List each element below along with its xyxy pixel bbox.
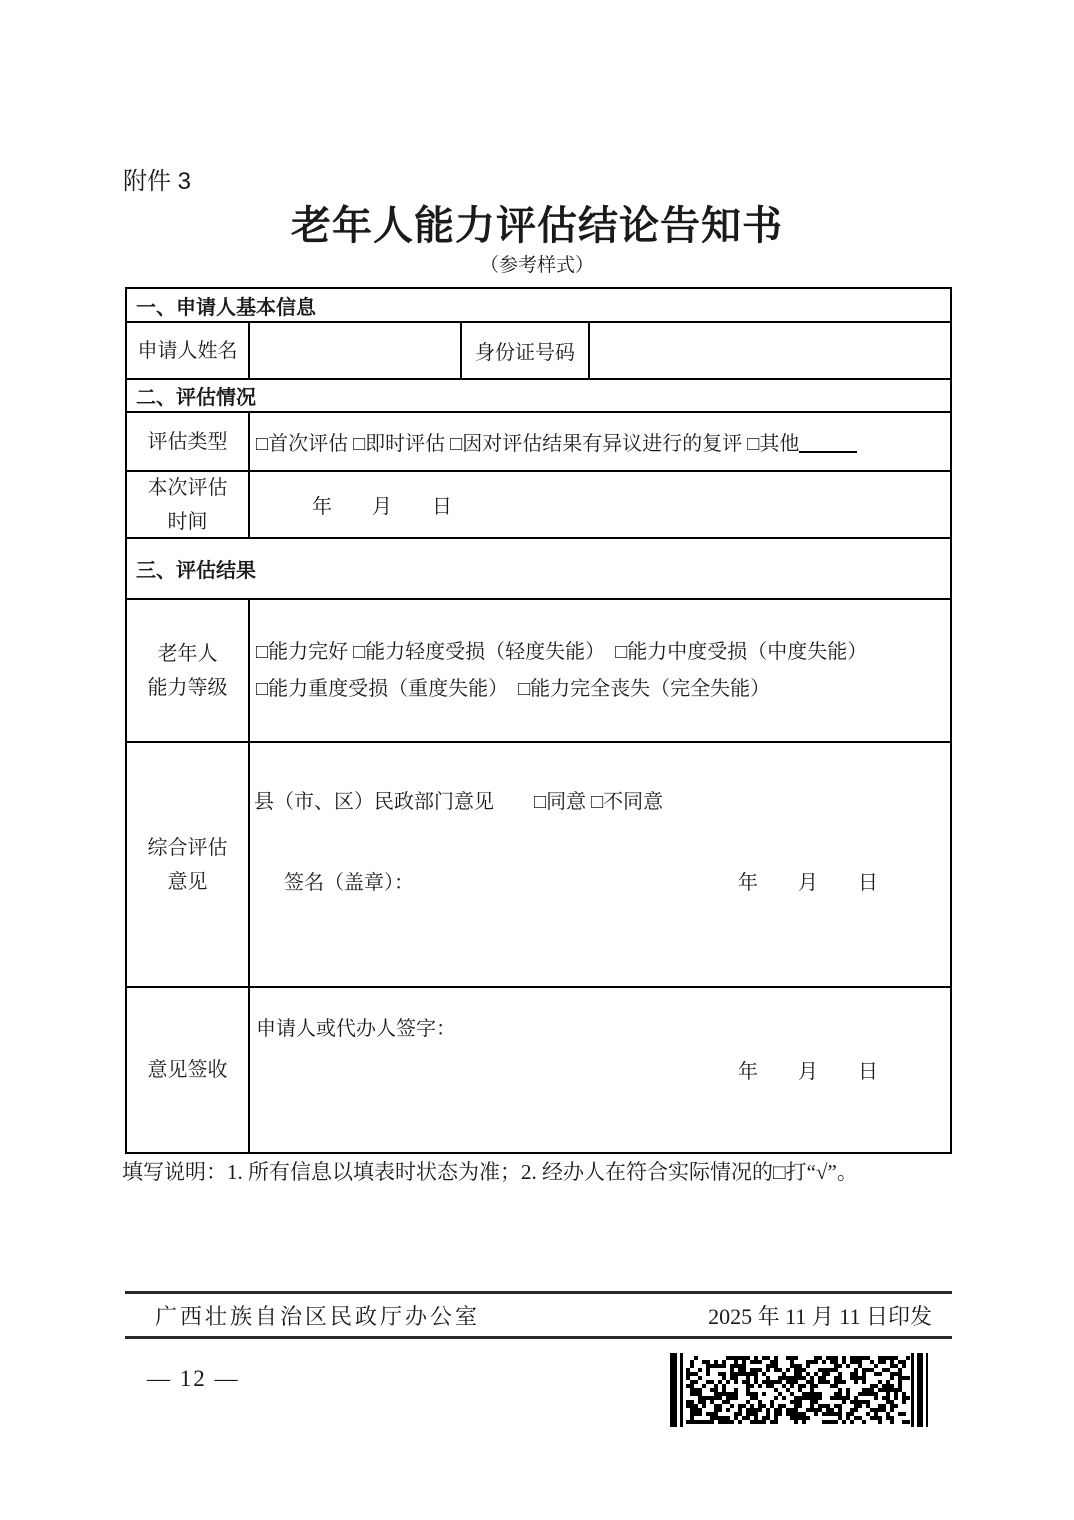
attachment-number: 附件 3 <box>123 168 192 195</box>
assessment-time-row <box>127 470 950 537</box>
assessment-type-options <box>250 413 950 470</box>
opinion-receipt-row <box>127 986 950 1152</box>
section-header-applicant-info <box>127 289 950 321</box>
assessment-form-table <box>125 287 952 1154</box>
footer-bottom-rule <box>125 1336 952 1339</box>
print-date: 2025 年 11 月 11 日印发 <box>708 1303 932 1329</box>
assessment-type-row <box>127 411 950 470</box>
comprehensive-opinion-content <box>250 743 950 986</box>
ability-level-label: 老年人 能力等级 <box>127 600 250 741</box>
opinion-receipt-label: 意见签收 <box>127 988 250 1152</box>
civil-affairs-opinion-line: 县（市、区）民政部门意见 □同意 □不同意 <box>254 791 664 813</box>
ability-options-line1: □能力完好 □能力轻度受损（轻度失能） □能力中度受损（中度失能） <box>256 640 868 663</box>
footer-top-rule <box>125 1291 952 1294</box>
ability-level-options <box>250 600 950 741</box>
page-number: — 12 — <box>147 1366 240 1391</box>
issuing-office: 广西壮族自治区民政厅办公室 <box>155 1303 481 1329</box>
document-subtitle: （参考样式） <box>479 255 594 276</box>
id-number-field <box>590 323 950 378</box>
section-header-assessment-situation <box>127 378 950 411</box>
applicant-info-row <box>127 321 950 378</box>
ability-options-line2: □能力重度受损（重度失能） □能力完全丧失（完全失能） <box>256 677 771 700</box>
section1-title: 一、申请人基本信息 <box>136 296 316 319</box>
assessment-type-checkbox-options: □首次评估 □即时评估 □因对评估结果有异议进行的复评 □其他 <box>256 433 800 455</box>
comprehensive-opinion-label: 综合评估 意见 <box>127 743 250 986</box>
document-title: 老年人能力评估结论告知书 <box>291 203 783 248</box>
applicant-name-field <box>250 323 462 378</box>
opinion-receipt-content <box>250 988 950 1152</box>
applicant-name-label: 申请人姓名 <box>127 323 250 378</box>
comprehensive-opinion-row <box>127 741 950 986</box>
signature-line <box>250 866 950 895</box>
fill-instructions: 填写说明：1. 所有信息以填表时状态为准；2. 经办人在符合实际情况的□打“√”。 <box>122 1160 858 1184</box>
signature-label: 签名（盖章）： <box>284 872 414 894</box>
section3-title: 三、评估结果 <box>136 560 256 582</box>
signature-date-placeholder: 年 月 日 <box>738 872 878 894</box>
other-fill-in-line <box>799 431 857 453</box>
assessment-time-label: 本次评估 时间 <box>127 472 250 537</box>
id-number-label: 身份证号码 <box>462 323 590 378</box>
section-header-assessment-result <box>127 537 950 598</box>
ability-level-row <box>127 598 950 741</box>
assessment-time-field <box>250 472 950 537</box>
footer-issuer-row <box>125 1296 952 1334</box>
receipt-sign-label: 申请人或代办人签字： <box>256 1018 456 1040</box>
section2-title: 二、评估情况 <box>136 387 256 409</box>
assessment-type-label: 评估类型 <box>127 413 250 470</box>
document-barcode <box>668 1353 930 1427</box>
receipt-date-placeholder: 年 月 日 <box>738 1061 878 1083</box>
date-placeholder: 年 月 日 <box>312 496 452 518</box>
